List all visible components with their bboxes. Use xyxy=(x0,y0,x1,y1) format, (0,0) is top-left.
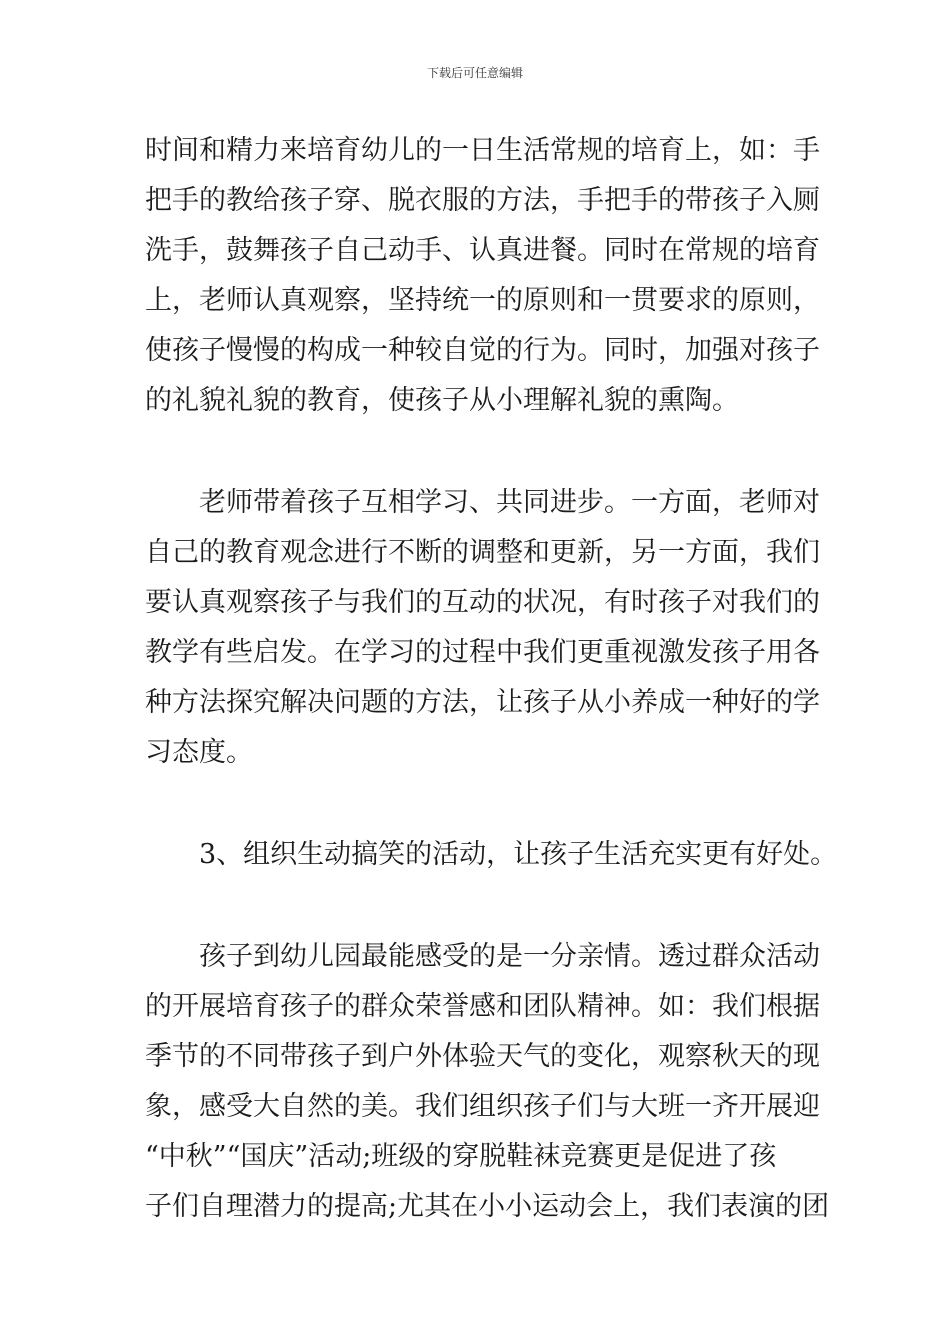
text-line: 3、组织生动搞笑的活动，让孩子生活充实更有好处。 xyxy=(145,839,838,870)
text-line: 习态度。 xyxy=(145,737,253,768)
paragraph-gap xyxy=(145,778,807,830)
text-line: 孩子到幼儿园最能感受的是一分亲情。透过群众活动 xyxy=(145,941,820,972)
text-line: 季节的不同带孩子到户外体验天气的变化，观察秋天的现 xyxy=(145,1041,820,1072)
document-body xyxy=(145,126,838,1232)
text-line: 上，老师认真观察，坚持统一的原则和一贯要求的原则， xyxy=(145,285,820,316)
text-line: 使孩子慢慢的构成一种较自觉的行为。同时，加强对孩子 xyxy=(145,335,820,366)
text-line: 的礼貌礼貌的教育，使孩子从小理解礼貌的熏陶。 xyxy=(145,385,739,416)
text-line: 老师带着孩子互相学习、共同进步。一方面，老师对 xyxy=(145,487,820,518)
text-line: 时间和精力来培育幼儿的一日生活常规的培育上，如：手 xyxy=(145,135,820,166)
section-heading xyxy=(145,830,838,880)
text-line: 要认真观察孩子与我们的互动的状况，有时孩子对我们的 xyxy=(145,587,820,618)
text-line: 象，感受大自然的美。我们组织孩子们与大班一齐开展迎 xyxy=(145,1091,820,1122)
paragraph xyxy=(145,478,820,778)
text-line: 种方法探究解决问题的方法，让孩子从小养成一种好的学 xyxy=(145,687,820,718)
text-line: 自己的教育观念进行不断的调整和更新，另一方面，我们 xyxy=(145,537,820,568)
paragraph xyxy=(145,932,830,1232)
text-line: 教学有些启发。在学习的过程中我们更重视激发孩子用各 xyxy=(145,637,820,668)
paragraph xyxy=(145,126,820,426)
text-line: “中秋”“国庆”活动;班级的穿脱鞋袜竞赛更是促进了孩 xyxy=(145,1141,777,1172)
page-header: 下载后可任意编辑 xyxy=(426,66,523,80)
text-line: 把手的教给孩子穿、脱衣服的方法，手把手的带孩子入厕 xyxy=(145,185,820,216)
text-line: 的开展培育孩子的群众荣誉感和团队精神。如：我们根据 xyxy=(145,991,820,1022)
paragraph-gap xyxy=(145,426,807,478)
text-line: 子们自理潜力的提高;尤其在小小运动会上，我们表演的团 xyxy=(145,1191,830,1222)
paragraph-gap xyxy=(145,880,807,932)
text-line: 洗手，鼓舞孩子自己动手、认真进餐。同时在常规的培育 xyxy=(145,235,820,266)
